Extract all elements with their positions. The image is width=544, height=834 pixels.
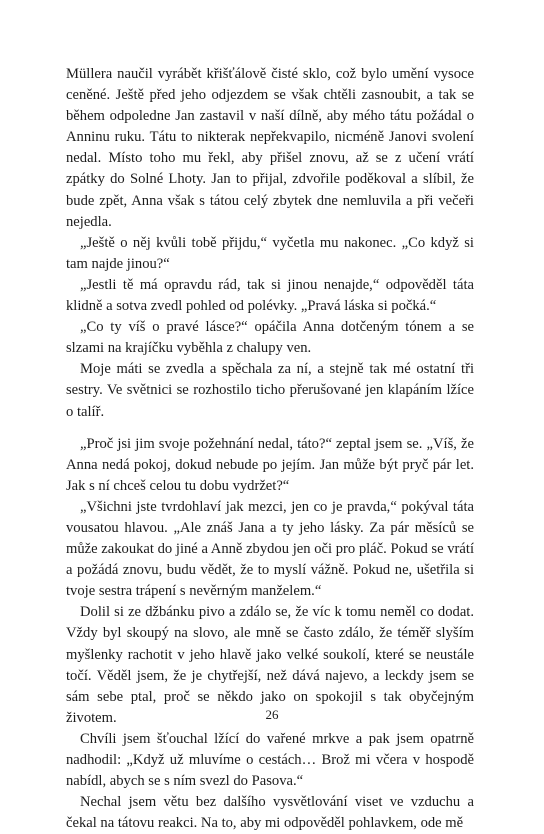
paragraph: Chvíli jsem šťouchal lžící do vařené mrkve a pak jsem opatrně nadhodil: „Když už mluvíme o cestách… Brož mi včera v hospodě nabídl, abych se s ním svezl do Pasova.“	[66, 730, 474, 790]
paragraph: „Všichni jste tvrdohlaví jak mezci, jen co je pravda,“ pokýval táta vousatou hlavou. „Ale znáš Jana a ty jeho lásky. Za pár měsíců se může zakoukat do jiné a Anně zbydou jen oči pro pláč. Pokud se vrátí a požádá znovu, budu vědět, že to myslí vážně. Pokud ne, ušetřila si tvoje sestra trápení s nevěrným manželem.“	[66, 498, 474, 600]
paragraph: Müllera naučil vyrábět křišťálově čisté sklo, což bylo umění vysoce ceněné. Ještě před jeho odjezdem se však chtěli zasnoubit, a tak se během odpoledne Jan zastavil v naší dílně, aby mého tátu požádal o Anninu ruku. Tátu to nikterak nepřekvapilo, nicméně Janovi svolení nedal. Místo toho mu řekl, aby přišel znovu, až se z učení vrátí zpátky do Solné Lhoty. Jan to přijal, zdvořile poděkoval a slíbil, že bude zpět, Anna však s tátou celý zbytek dne nemluvila a při večeři nejedla.	[66, 66, 474, 230]
paragraph: „Jestli tě má opravdu rád, tak si jinou nenajde,“ odpověděl táta klidně a sotva zvedl pohled od polévky. „Pravá láska si počká.“	[66, 276, 474, 315]
paragraph: „Proč jsi jim svoje požehnání nedal, táto?“ zeptal jsem se. „Víš, že Anna nedá pokoj, dokud nebude po jejím. Jan může být pryč pár let. Jak s ní chceš celou tu dobu vydržet?“	[66, 435, 474, 494]
paragraph: Dolil si ze džbánku pivo a zdálo se, že víc k tomu neměl co dodat. Vždy byl skoupý na slovo, ale mně se často zdálo, že téměř slyším myšlenky rachotit v jeho hlavě jako velké soukolí, které se neustále točí. Věděl jsem, že je chytřejší, než dává najevo, a leckdy jsem se sám sebe ptal, proč se někdo jako on spokojil s tak obyčejným životem.	[66, 604, 474, 726]
page-number: 26	[265, 707, 279, 722]
paragraph: „Co ty víš o pravé lásce?“ opáčila Anna dotčeným tónem a se slzami na krajíčku vyběhla z chalupy ven.	[66, 319, 474, 357]
paragraph: Moje máti se zvedla a spěchala za ní, a stejně tak mé ostatní tři sestry. Ve světnici se rozhostilo ticho přerušované jen klapáním lžíce o talíř.	[66, 361, 474, 420]
paragraph: Nechal jsem větu bez dalšího vysvětlování viset ve vzduchu a čekal na tátovu reakci. Na to, aby mi odpověděl pohlavkem, ode mě	[66, 794, 474, 832]
paragraph: „Ještě o něj kvůli tobě přijdu,“ vyčetla mu nakonec. „Co když si tam najde jinou?“	[66, 234, 474, 272]
